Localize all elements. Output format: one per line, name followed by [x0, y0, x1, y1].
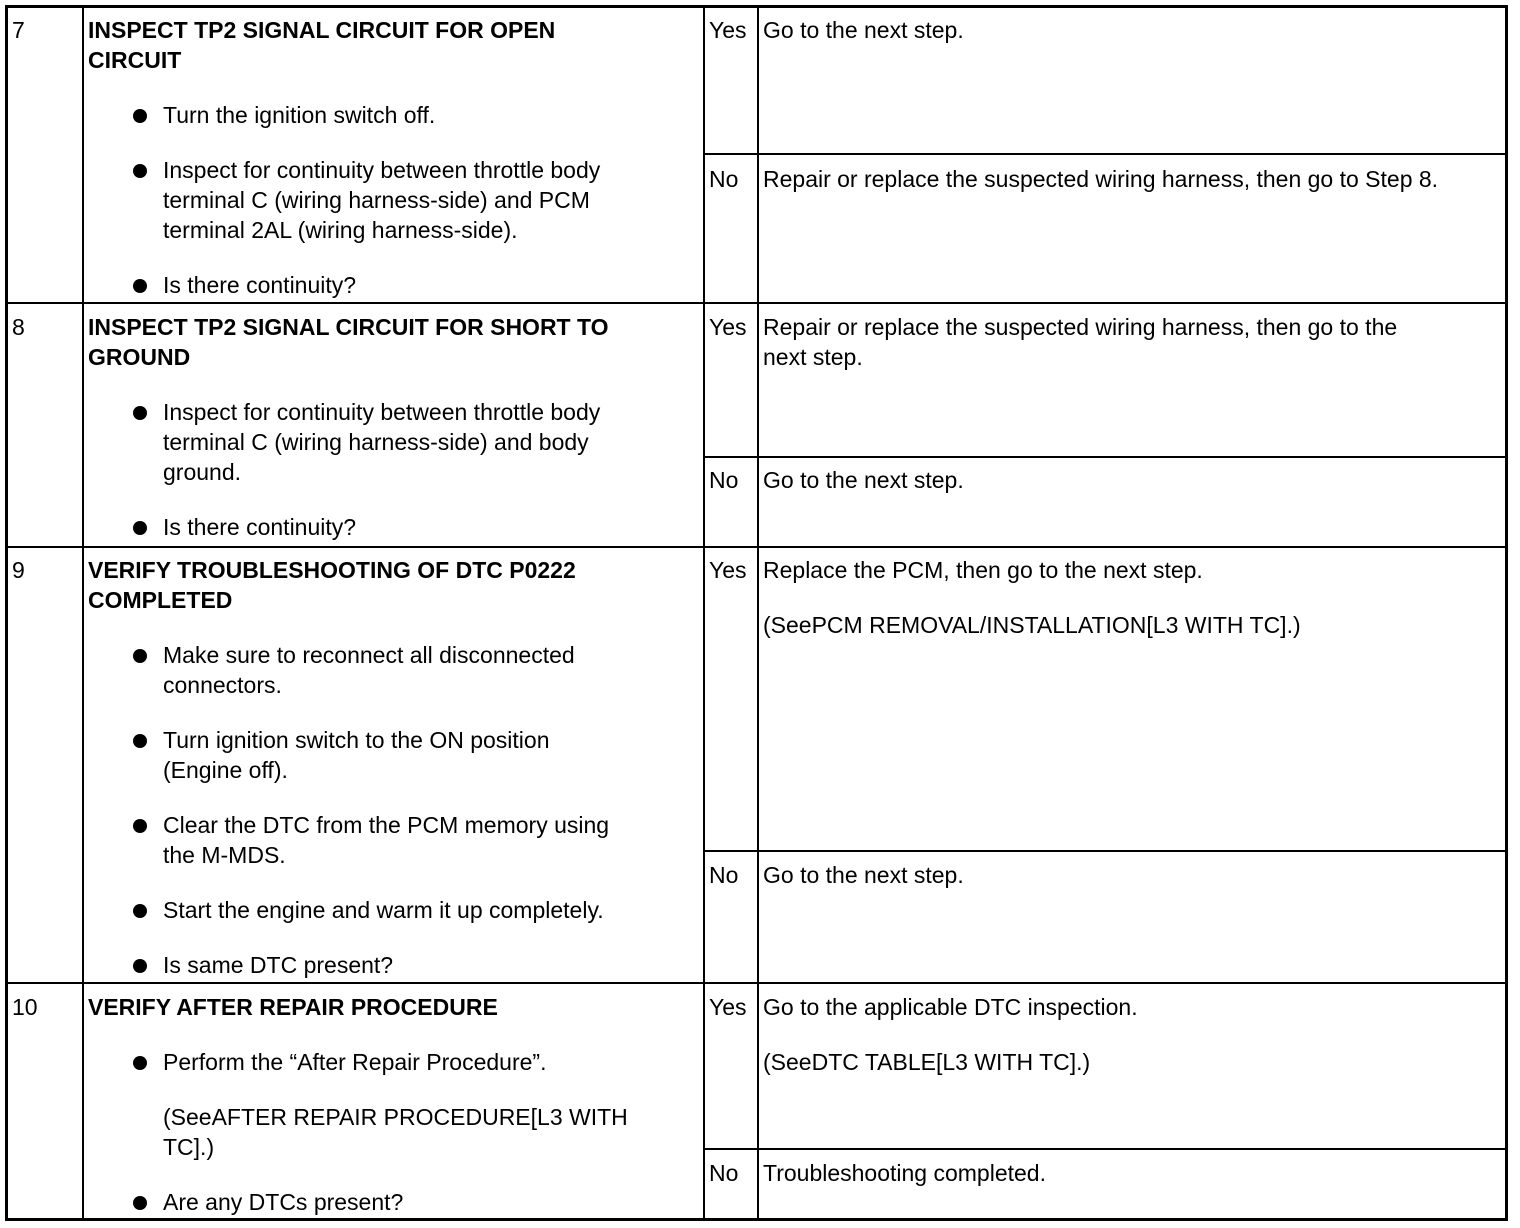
step-title: COMPLETED	[88, 587, 233, 613]
step-title: INSPECT TP2 SIGNAL CIRCUIT FOR OPEN	[88, 17, 556, 43]
action-text: Is there continuity?	[163, 514, 357, 540]
action-text: Is there continuity?	[163, 272, 357, 298]
yes-no-divider	[703, 1148, 1505, 1150]
step-number: 7	[12, 17, 25, 43]
action-text: terminal C (wiring harness-side) and PCM	[163, 187, 590, 213]
column-divider	[703, 8, 705, 1218]
action-text: Perform the “After Repair Procedure”.	[163, 1049, 547, 1075]
action-text: (Engine off).	[163, 757, 288, 783]
action-text: terminal C (wiring harness-side) and body	[163, 429, 589, 455]
yes-result: Repair or replace the suspected wiring harness, then go to the	[763, 314, 1398, 340]
row-divider	[8, 982, 1505, 984]
bullet-icon	[133, 1056, 147, 1070]
action-text: Are any DTCs present?	[163, 1189, 404, 1215]
column-divider	[757, 8, 759, 1218]
yes-result: next step.	[763, 344, 863, 370]
yes-label: Yes	[709, 314, 747, 340]
reference-link[interactable]: (SeeDTC TABLE[L3 WITH TC].)	[763, 1049, 1091, 1075]
action-text: Start the engine and warm it up completely.	[163, 897, 604, 923]
action-text: Inspect for continuity between throttle body	[163, 399, 601, 425]
row-divider	[8, 302, 1505, 304]
bullet-icon	[133, 164, 147, 178]
troubleshooting-table	[5, 5, 1508, 1221]
yes-result: Replace the PCM, then go to the next step.	[763, 557, 1203, 583]
yes-no-divider	[703, 456, 1505, 458]
action-text: ground.	[163, 459, 242, 485]
reference-link[interactable]: TC].)	[163, 1134, 215, 1160]
step-title: GROUND	[88, 344, 191, 370]
row-divider	[8, 546, 1505, 548]
reference-link[interactable]: (SeePCM REMOVAL/INSTALLATION[L3 WITH TC].)	[763, 612, 1301, 638]
no-result: Go to the next step.	[763, 467, 964, 493]
bullet-icon	[133, 521, 147, 535]
action-text: Turn the ignition switch off.	[163, 102, 436, 128]
no-label: No	[709, 1160, 739, 1186]
bullet-icon	[133, 1196, 147, 1210]
reference-link[interactable]: (SeeAFTER REPAIR PROCEDURE[L3 WITH	[163, 1104, 628, 1130]
column-divider	[82, 8, 84, 1218]
yes-no-divider	[703, 153, 1505, 155]
step-number: 10	[12, 994, 38, 1020]
action-text: the M-MDS.	[163, 842, 286, 868]
yes-result: Go to the next step.	[763, 17, 964, 43]
bullet-icon	[133, 734, 147, 748]
action-text: Is same DTC present?	[163, 952, 394, 978]
yes-label: Yes	[709, 994, 747, 1020]
step-title: INSPECT TP2 SIGNAL CIRCUIT FOR SHORT TO	[88, 314, 609, 340]
step-title: VERIFY TROUBLESHOOTING OF DTC P0222	[88, 557, 576, 583]
action-text: Turn ignition switch to the ON position	[163, 727, 550, 753]
bullet-icon	[133, 959, 147, 973]
action-text: Clear the DTC from the PCM memory using	[163, 812, 610, 838]
yes-label: Yes	[709, 17, 747, 43]
bullet-icon	[133, 406, 147, 420]
no-label: No	[709, 467, 739, 493]
no-label: No	[709, 166, 739, 192]
yes-label: Yes	[709, 557, 747, 583]
yes-result: Go to the applicable DTC inspection.	[763, 994, 1138, 1020]
bullet-icon	[133, 819, 147, 833]
bullet-icon	[133, 279, 147, 293]
no-result: Go to the next step.	[763, 862, 964, 888]
step-number: 8	[12, 314, 25, 340]
yes-no-divider	[703, 850, 1505, 852]
no-result: Repair or replace the suspected wiring harness, then go to Step 8.	[763, 166, 1439, 192]
bullet-icon	[133, 904, 147, 918]
action-text: terminal 2AL (wiring harness-side).	[163, 217, 518, 243]
no-label: No	[709, 862, 739, 888]
bullet-icon	[133, 649, 147, 663]
step-title: CIRCUIT	[88, 47, 182, 73]
action-text: Inspect for continuity between throttle body	[163, 157, 601, 183]
step-number: 9	[12, 557, 25, 583]
step-title: VERIFY AFTER REPAIR PROCEDURE	[88, 994, 498, 1020]
action-text: Make sure to reconnect all disconnected	[163, 642, 575, 668]
bullet-icon	[133, 109, 147, 123]
action-text: connectors.	[163, 672, 282, 698]
no-result: Troubleshooting completed.	[763, 1160, 1046, 1186]
